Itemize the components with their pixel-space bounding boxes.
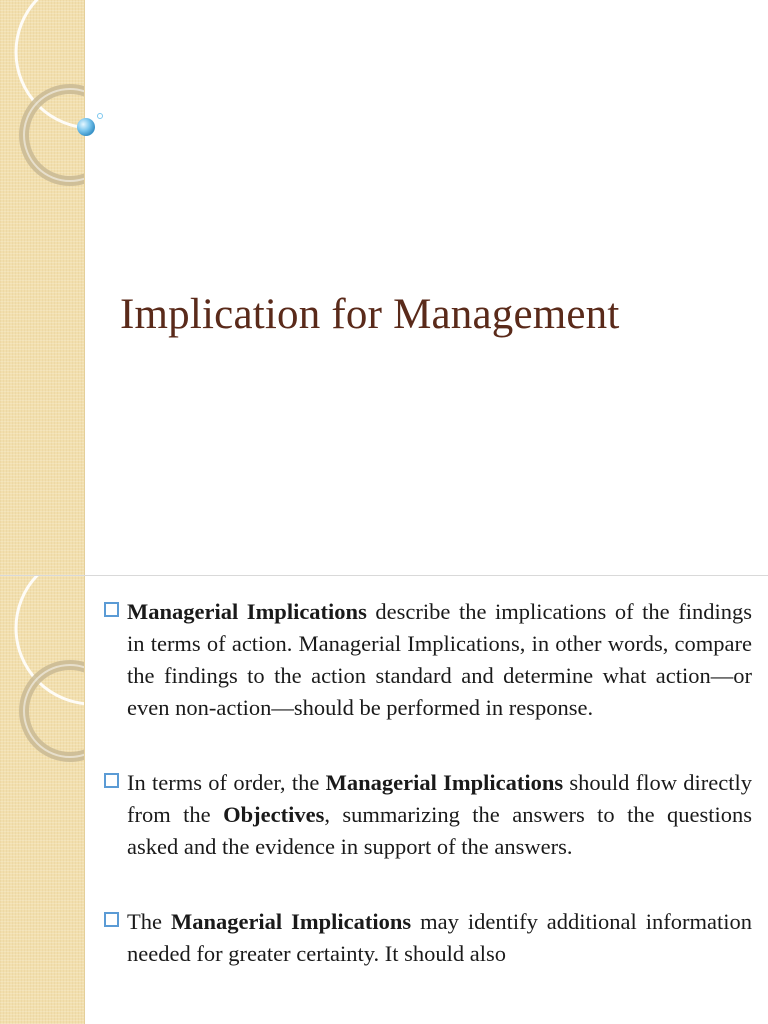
- checkbox-bullet-icon: [104, 602, 119, 617]
- decorative-sidebar: [0, 576, 85, 1024]
- accent-dot-icon: [74, 112, 108, 142]
- bold-term: Managerial Implications: [325, 770, 564, 795]
- bold-term: Objectives: [223, 802, 325, 827]
- bullet-item: [104, 596, 752, 724]
- bullet-list: [104, 596, 752, 1013]
- decorative-sidebar: [0, 0, 85, 575]
- content-slide: [0, 576, 768, 1024]
- checkbox-bullet-icon: [104, 773, 119, 788]
- checkbox-bullet-icon: [104, 912, 119, 927]
- bullet-text: may identify additional information needed for greater certainty. It should also: [127, 909, 752, 966]
- bullet-text: The: [127, 909, 171, 934]
- bullet-text: In terms of order, the: [127, 770, 326, 795]
- bullet-item: [104, 767, 752, 863]
- slide-title: Implication for Management: [120, 291, 620, 338]
- decorative-circles-icon: [0, 0, 84, 575]
- decorative-circles-icon: [0, 576, 84, 1024]
- bullet-text: , summarizing the answers to the questions asked and the evidence in support of the answers.: [127, 802, 752, 859]
- bullet-text: should flow directly from the: [127, 770, 752, 827]
- bold-term: Managerial Implications: [127, 599, 367, 624]
- bullet-text: describe the implications of the findings in terms of action. Managerial Implications, in other words, compare the findings to the action standard and determine what action—or even non-action—should be performed in response.: [127, 599, 752, 720]
- bullet-item: [104, 906, 752, 970]
- bold-term: Managerial Implications: [170, 909, 412, 934]
